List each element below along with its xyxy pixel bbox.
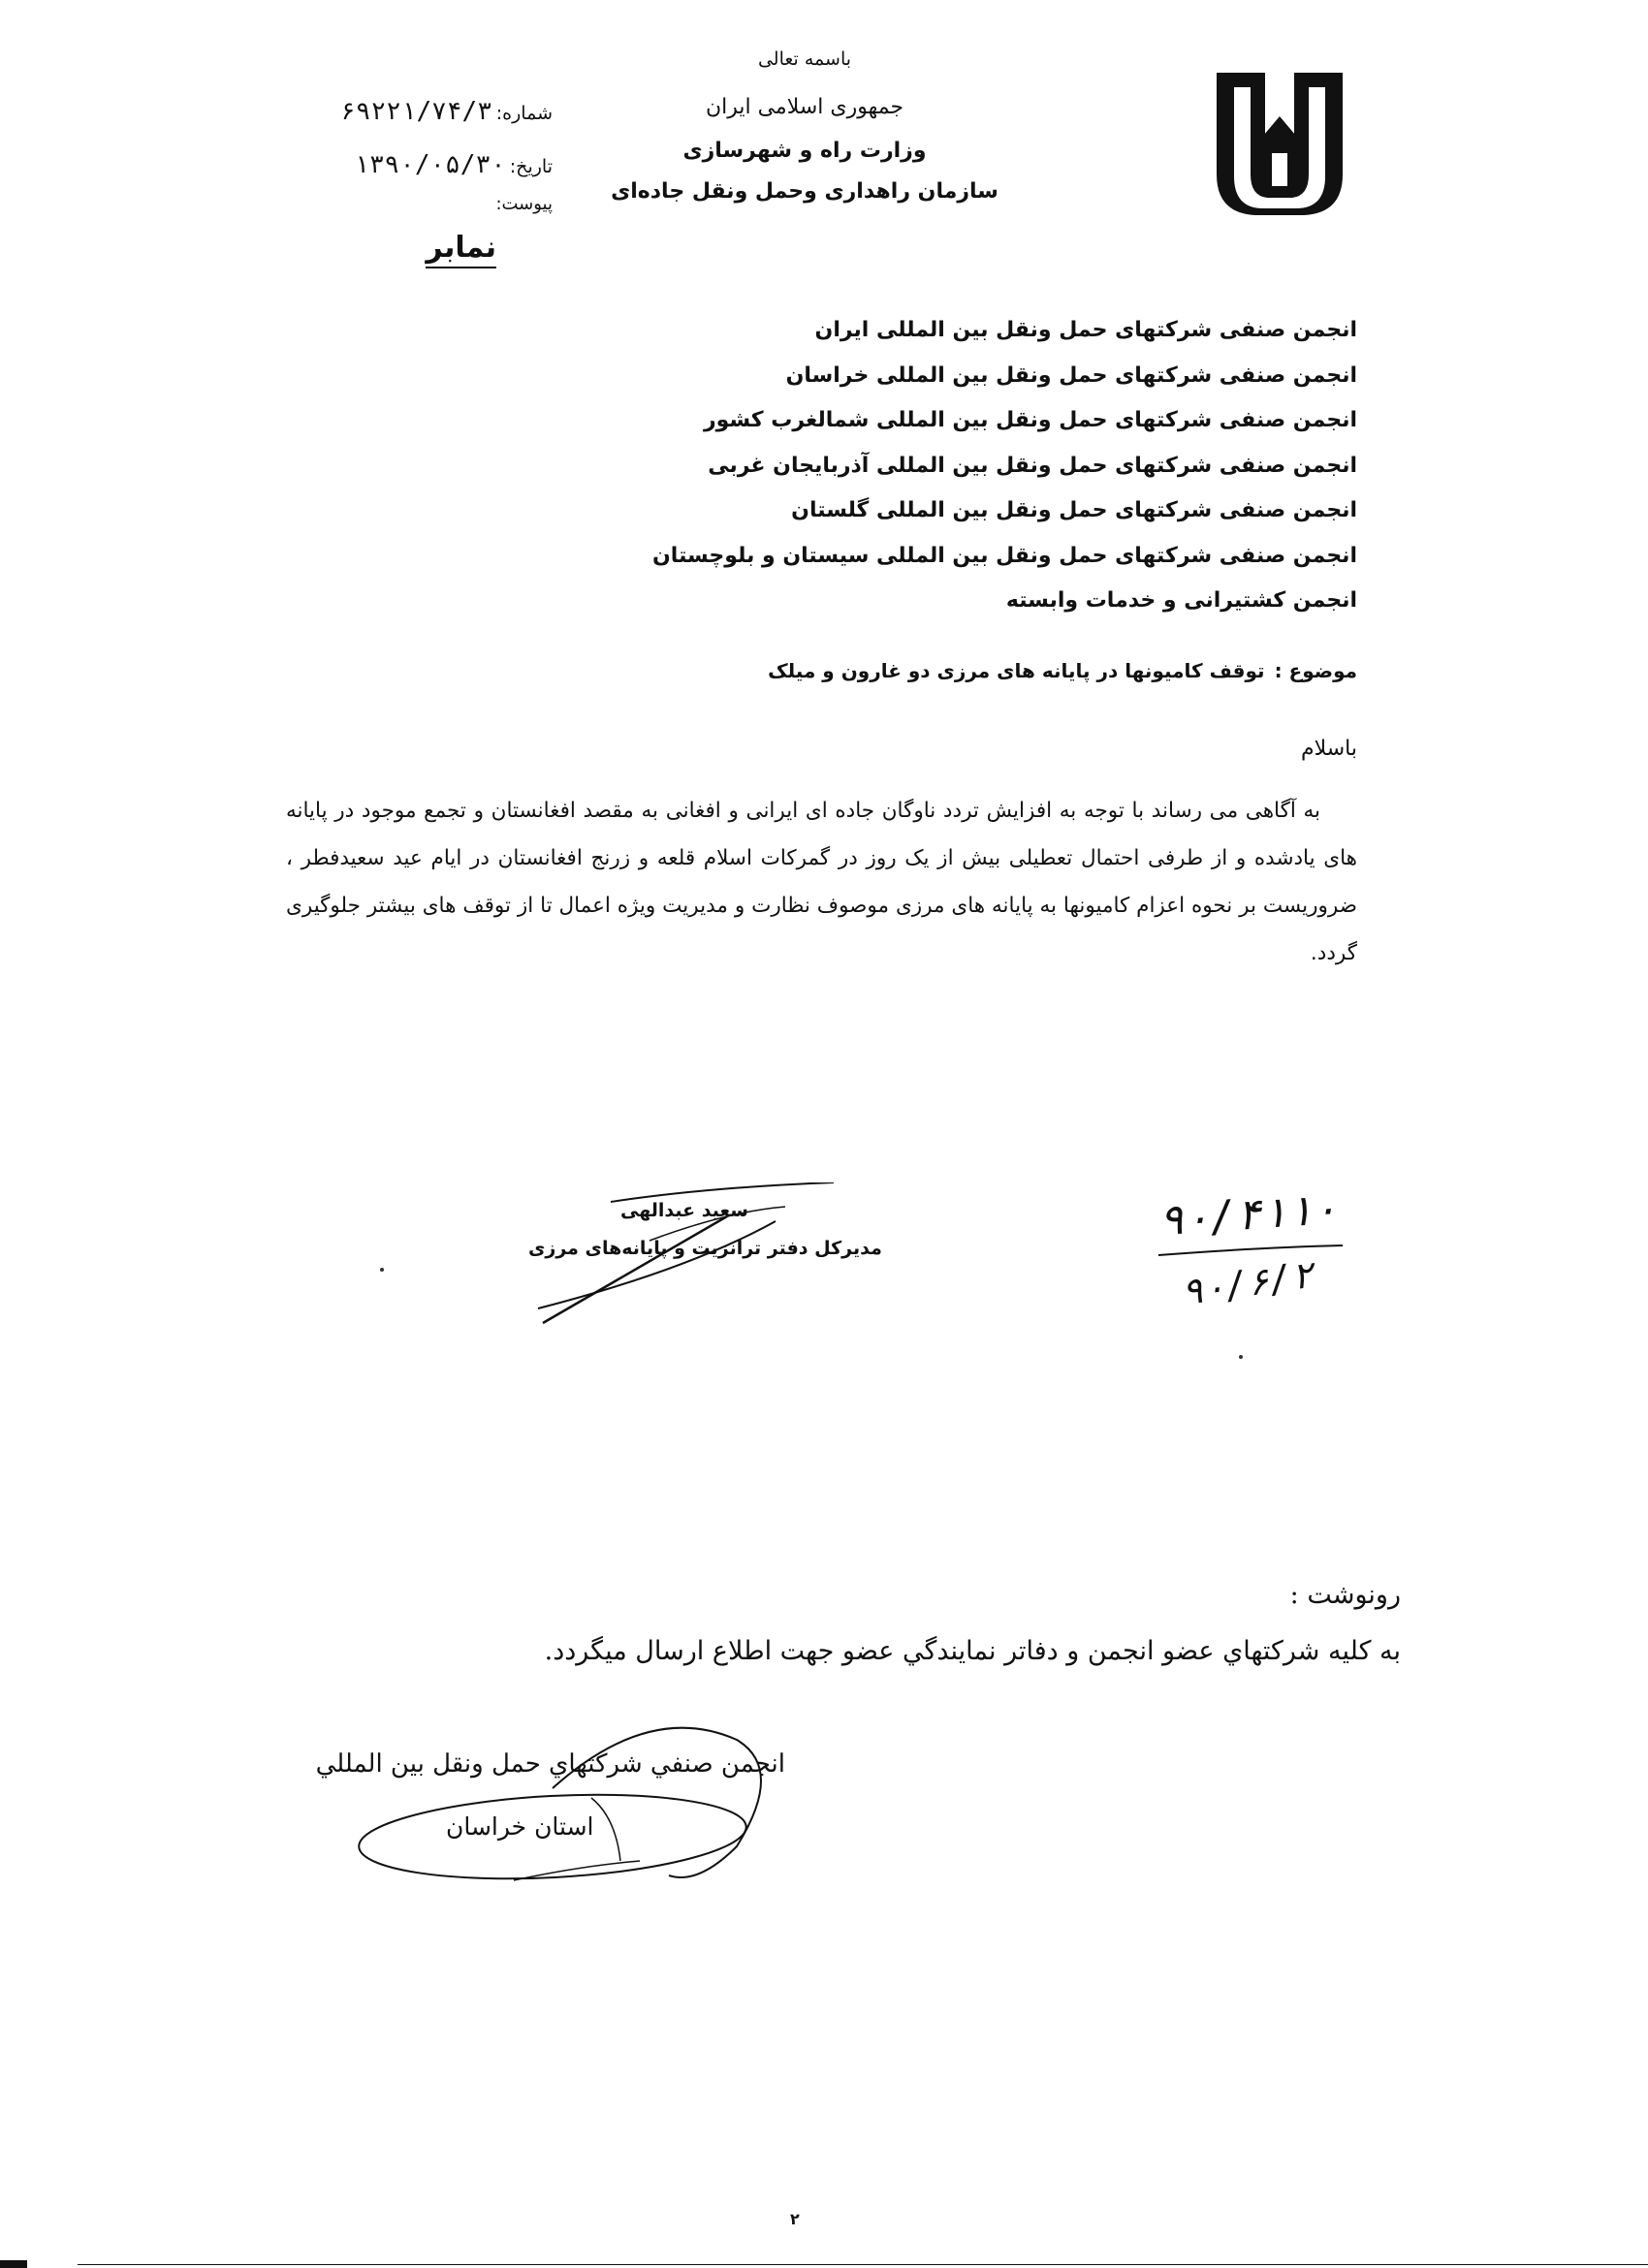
letter-date-label: تاریخ: xyxy=(509,156,553,177)
letter-date-value: ۱۳۹۰/۰۵/۳۰ xyxy=(354,150,506,179)
scan-edge-line xyxy=(0,2258,1648,2268)
stamp-signature-scribble xyxy=(349,1682,814,1895)
recipient-item: انجمن صنفی شرکتهای حمل ونقل بین المللی سیستان و بلوچستان xyxy=(652,543,1357,568)
fax-label: نمابر xyxy=(426,231,496,268)
letter-date xyxy=(354,150,553,179)
attachment-label: پیوست: xyxy=(495,194,553,214)
letter-number-label: شماره: xyxy=(495,103,553,124)
copy-label: رونوشت : xyxy=(1289,1580,1401,1610)
recipient-item: انجمن کشتیرانی و خدمات وابسته xyxy=(1005,588,1357,613)
organization-heading: سازمان راهداری وحمل ونقل جاده‌ای xyxy=(611,179,998,204)
recipient-item: انجمن صنفی شرکتهای حمل ونقل بین المللی گلستان xyxy=(791,498,1357,522)
signatory-title: مدیرکل دفتر ترانزیت و پایانه‌های مرزی xyxy=(528,1238,882,1259)
recipient-item: انجمن صنفی شرکتهای حمل ونقل بین المللی شمالغرب کشور xyxy=(703,408,1357,432)
recipient-item: انجمن صنفی شرکتهای حمل ونقل بین المللی خراسان xyxy=(785,362,1357,388)
handwritten-reference-date: ۹۰/۶/۲ xyxy=(1178,1252,1316,1314)
recipient-item: انجمن صنفی شرکتهای حمل ونقل بین المللی آذربایجان غربی xyxy=(708,453,1357,478)
letter-number xyxy=(340,97,553,126)
stamp-province: استان خراسان xyxy=(446,1812,594,1841)
ministry-heading: وزارت راه و شهرسازی xyxy=(682,139,927,163)
letter-body xyxy=(286,787,1357,977)
stamp-organization: انجمن صنفي شرکتهاي حمل ونقل بين المللي xyxy=(315,1749,785,1779)
subject-label: موضوع : xyxy=(1274,659,1357,682)
subject-text: توقف کامیونها در پایانه های مرزی دو غارون و میلک xyxy=(768,659,1265,682)
greeting: باسلام xyxy=(1300,737,1357,761)
bismillah-heading: باسمه تعالی xyxy=(757,48,852,70)
recipient-item: انجمن صنفی شرکتهای حمل ونقل بین المللی ایران xyxy=(814,318,1357,342)
body-paragraph: به آگاهی می رساند با توجه به افزایش تردد ناوگان جاده ای ایرانی و افغانی به مقصد افغانستان و تجمع موجود در پایانه های یادشده و از طرفی احتمال تعطیلی بیش از یک روز در گمرکات اسلام قلعه و زرنج افغانستان در ایام عید سعیدفطر ، ضروریست بر نحوه اعزام کامیونها به پایانه های مرزی موصوف نظارت و مدیریت ویژه اعمال تا از توقف های بیشتر جلوگیری گردد. xyxy=(286,799,1357,965)
letter-number-value: ۶۹۲۲۱/۷۴/۳ xyxy=(340,97,492,126)
republic-heading: جمهوری اسلامی ایران xyxy=(705,95,904,119)
scan-speck xyxy=(1239,1355,1243,1359)
page-mark: ۲ xyxy=(790,2210,800,2228)
recipient-list xyxy=(652,308,1357,624)
scan-speck xyxy=(380,1268,384,1272)
signatory-name: سعید عبدالهی xyxy=(620,1200,748,1221)
copy-text: به کليه شرکتهاي عضو انجمن و دفاتر نمايندگي عضو جهت اطلاع ارسال ميگردد. xyxy=(544,1636,1401,1666)
subject-line xyxy=(768,659,1357,682)
organization-logo xyxy=(1207,68,1352,223)
handwritten-reference-number: ۹۰/۴۱۱۰ xyxy=(1157,1183,1340,1246)
